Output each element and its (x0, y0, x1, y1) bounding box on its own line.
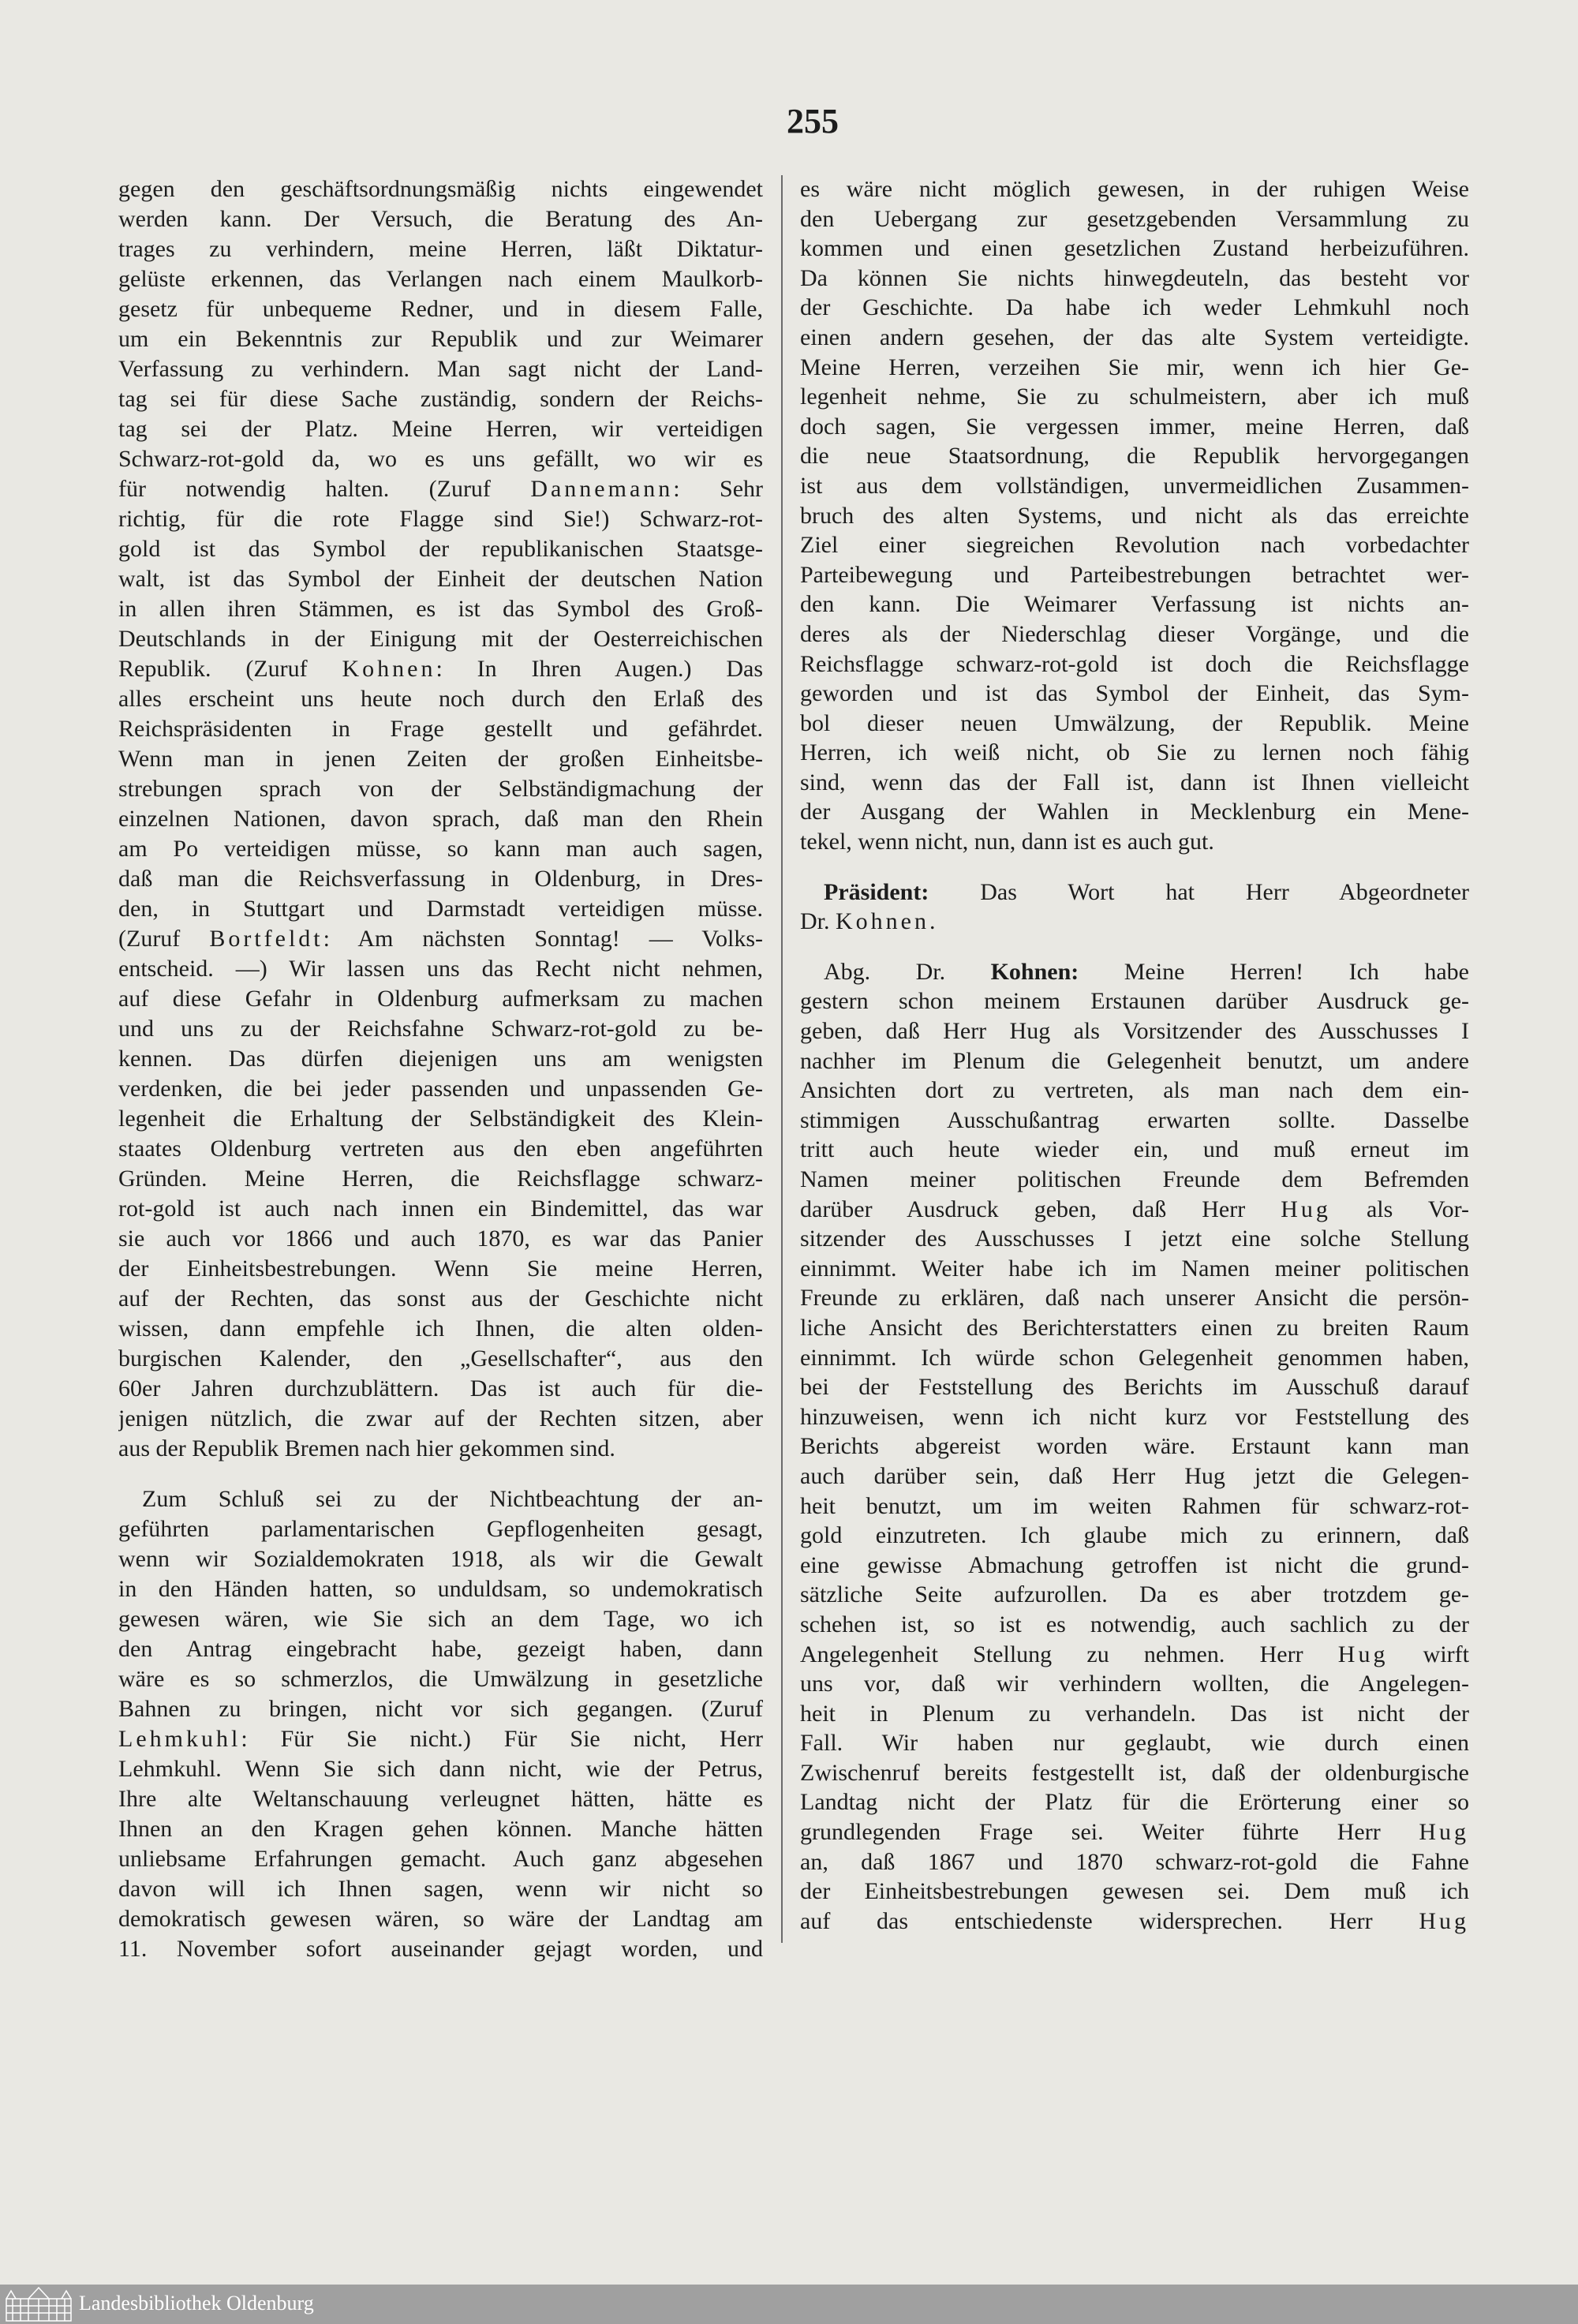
text-line: Schwarz-rot-gold da, wo es uns gefällt, wo wir es (118, 446, 763, 472)
text-line (800, 1640, 1469, 1670)
text-line: Ziel einer siegreichen Revolution nach vorbedachter (800, 532, 1469, 559)
paragraph (800, 174, 1469, 857)
text-line: in allen ihren Stämmen, es ist das Symbol des Groß- (118, 596, 763, 622)
text-line (118, 474, 763, 504)
text-line: deres als der Niederschlag dieser Vorgänge, und die (800, 620, 1469, 647)
text-line: eine gewisse Abmachung getroffen ist nicht die grund- (800, 1551, 1469, 1578)
paragraph (118, 174, 763, 1464)
text-line: geben, daß Herr Hug als Vorsitzender des Ausschusses I (800, 1018, 1469, 1045)
text-line: gewesen wären, wie Sie sich an dem Tage, wo ich (118, 1606, 763, 1632)
paragraph (118, 1484, 763, 1964)
text-line: Herren, ich weiß nicht, ob Sie zu lernen noch fähig (800, 739, 1469, 766)
spaced-name: Bortfeldt (209, 926, 323, 952)
text-segment: : Für Sie nicht.) Für Sie nicht, Herr (241, 1726, 763, 1752)
text-segment: : Sehr (673, 476, 763, 502)
text-line: Fall. Wir haben nur geglaubt, wie durch einen (800, 1730, 1469, 1757)
right-column (800, 174, 1469, 1936)
text-line: legenheit die Erhaltung der Selbständigkeit des Klein- (118, 1106, 763, 1132)
spaced-name: Hug (1419, 1907, 1469, 1934)
text-segment: darüber Ausdruck geben, daß Herr (800, 1196, 1281, 1222)
text-line: 11. November sofort auseinander gejagt worden, und (118, 1936, 763, 1962)
text-line (800, 957, 1469, 987)
text-line: Reichsflagge schwarz-rot-gold ist doch die Reichsflagge (800, 650, 1469, 677)
text-segment: wirft (1388, 1641, 1469, 1667)
text-segment: grundlegenden Frage sei. Weiter führte Herr (800, 1819, 1419, 1846)
text-line: aus der Republik Bremen nach hier gekommen sind. (118, 1435, 615, 1461)
text-line: Meine Herren, verzeihen Sie mir, wenn ich hier Ge- (800, 354, 1469, 380)
text-line: sie auch vor 1866 und auch 1870, es war das Panier (118, 1226, 763, 1252)
text-line: bei der Feststellung des Berichts im Ausschuß darauf (800, 1374, 1469, 1401)
text-line: Lehmkuhl. Wenn Sie sich dann nicht, wie der Petrus, (118, 1756, 763, 1782)
text-line: wenn wir Sozialdemokraten 1918, als wir die Gewalt (118, 1546, 763, 1572)
speaker-label: Kohnen: (990, 958, 1079, 985)
text-line: tag sei der Platz. Meine Herren, wir verteidigen (118, 416, 763, 442)
text-line: der Ausgang der Wahlen in Mecklenburg ein Mene- (800, 799, 1469, 825)
text-line: Gründen. Meine Herren, die Reichsflagge schwarz- (118, 1166, 763, 1192)
text-line: geführten parlamentarischen Gepflogenheiten gesagt, (118, 1516, 763, 1542)
text-line: kommen und einen gesetzlichen Zustand herbeizuführen. (800, 235, 1469, 262)
text-segment: Republik. (Zuruf (118, 656, 342, 682)
text-line (800, 907, 1469, 937)
text-line: Wenn man in jenen Zeiten der großen Einheitsbe- (118, 746, 763, 772)
text-line: Ansichten dort zu vertreten, als man nach dem ein- (800, 1077, 1469, 1104)
text-line: den Antrag eingebracht habe, gezeigt haben, dann (118, 1636, 763, 1662)
text-line: Berichts abgereist worden wäre. Erstaunt kann man (800, 1433, 1469, 1460)
text-line: Bahnen zu bringen, nicht vor sich gegangen. (Zuruf (118, 1696, 763, 1722)
text-segment: . (929, 908, 936, 935)
text-line: tag sei für diese Sache zuständig, sondern der Reichs- (118, 386, 763, 412)
text-line: Ihnen an den Kragen gehen können. Manche hätten (118, 1816, 763, 1842)
text-line: heit in Plenum zu verhandeln. Das ist nicht der (800, 1700, 1469, 1727)
text-line: trages zu verhindern, meine Herren, läßt Diktatur- (118, 236, 763, 262)
text-line: heit benutzt, um im weiten Rahmen für schwarz-rot- (800, 1492, 1469, 1519)
spaced-name: Kohnen (836, 908, 929, 935)
speaker-label: Präsident: (824, 878, 929, 905)
text-line: gelüste erkennen, das Verlangen nach einem Maulkorb- (118, 266, 763, 292)
text-segment: Meine Herren! Ich habe (1079, 958, 1469, 985)
library-footer (0, 2285, 1578, 2324)
text-line: entscheid. —) Wir lassen uns das Recht nicht nehmen, (118, 956, 763, 982)
text-line: und uns zu der Reichsfahne Schwarz-rot-gold zu be- (118, 1016, 763, 1042)
text-line: liche Ansicht des Berichterstatters einen zu breiten Raum (800, 1314, 1469, 1341)
text-line: alles erscheint uns heute noch durch den Erlaß des (118, 686, 763, 712)
text-line (800, 1907, 1469, 1937)
text-line: Landtag nicht der Platz für die Erörterung einer so (800, 1789, 1469, 1816)
text-line: hinzuweisen, wenn ich nicht kurz vor Feststellung des (800, 1403, 1469, 1430)
text-segment: Das Wort hat Herr Abgeordneter (929, 878, 1469, 905)
text-line: richtig, für die rote Flagge sind Sie!) Schwarz-rot- (118, 506, 763, 532)
text-line: wissen, dann empfehle ich Ihnen, die alten olden- (118, 1315, 763, 1342)
text-line: doch sagen, Sie vergessen immer, meine Herren, daß (800, 413, 1469, 440)
text-line: den, in Stuttgart und Darmstadt verteidigen müsse. (118, 896, 763, 922)
text-line: gegen den geschäftsordnungsmäßig nichts eingewendet (118, 176, 763, 202)
text-segment: auf das entschiedenste widersprechen. Herr (800, 1907, 1419, 1934)
text-line: Da können Sie nichts hinwegdeuteln, das besteht vor (800, 264, 1469, 291)
paragraph (800, 957, 1469, 1937)
spaced-name: Hug (1337, 1641, 1389, 1667)
text-line: bruch des alten Systems, und nicht als das erreichte (800, 502, 1469, 529)
text-line: Namen meiner politischen Freunde dem Befremden (800, 1166, 1469, 1192)
text-line: Freunde zu erklären, daß nach unserer Ansicht die persön- (800, 1285, 1469, 1312)
text-line: auch darüber sein, daß Herr Hug jetzt die Gelegen- (800, 1462, 1469, 1489)
text-line (800, 1195, 1469, 1225)
text-line: schehen ist, so ist es notwendig, auch sachlich zu der (800, 1611, 1469, 1637)
text-line: den Uebergang zur gesetzgebenden Versammlung zu (800, 205, 1469, 232)
column-divider (781, 175, 783, 1943)
text-line: Parteibewegung und Parteibestrebungen betrachtet wer- (800, 561, 1469, 588)
text-line: am Po verteidigen müsse, so kann man auch sagen, (118, 836, 763, 862)
text-line: tritt auch heute wieder ein, und muß erneut im (800, 1136, 1469, 1163)
text-line: walt, ist das Symbol der Einheit der deutschen Nation (118, 566, 763, 592)
spaced-name: Dannemann (530, 476, 674, 502)
text-line: legenheit nehme, Sie zu schulmeistern, aber ich muß (800, 384, 1469, 410)
text-line: Zwischenruf bereits festgestellt ist, daß der oldenburgische (800, 1759, 1469, 1786)
library-name: Landesbibliothek Oldenburg (79, 2292, 314, 2315)
text-line: Verfassung zu verhindern. Man sagt nicht der Land- (118, 356, 763, 382)
text-line: 60er Jahren durchzublättern. Das ist auch für die- (118, 1375, 763, 1402)
text-segment: Angelegenheit Stellung zu nehmen. Herr (800, 1641, 1338, 1667)
text-line: davon will ich Ihnen sagen, wenn wir nicht so (118, 1876, 763, 1902)
text-line: einnimmt. Weiter habe ich im Namen meiner politischen (800, 1255, 1469, 1282)
text-line: sätzliche Seite aufzurollen. Da es aber trotzdem ge- (800, 1581, 1469, 1608)
text-line: der Einheitsbestrebungen. Wenn Sie meine Herren, (118, 1256, 763, 1282)
text-segment: : Am nächsten Sonntag! — Volks- (323, 926, 763, 952)
text-line: es wäre nicht möglich gewesen, in der ruhigen Weise (800, 176, 1469, 202)
text-line (118, 924, 763, 954)
text-line: kennen. Das dürfen diejenigen uns am wenigsten (118, 1046, 763, 1072)
paragraph (800, 878, 1469, 937)
text-line: gesetz für unbequeme Redner, und in diesem Falle, (118, 296, 763, 322)
text-line: einnimmt. Ich würde schon Gelegenheit genommen haben, (800, 1344, 1469, 1371)
text-line: uns vor, daß wir verhindern wollten, die Angelegen- (800, 1671, 1469, 1697)
text-line: tekel, wenn nicht, nun, dann ist es auch gut. (800, 829, 1214, 855)
text-line: wäre es so schmerzlos, die Umwälzung in gesetzliche (118, 1666, 763, 1692)
text-line: daß man die Reichsverfassung in Oldenburg, in Dres- (118, 866, 763, 892)
text-line: nachher im Plenum die Gelegenheit benutzt, um andere (800, 1047, 1469, 1074)
text-line: sind, wenn das der Fall ist, dann ist Ihnen vielleicht (800, 769, 1469, 795)
text-segment: für notwendig halten. (Zuruf (118, 476, 531, 502)
text-line: sitzender des Ausschusses I jetzt eine solche Stellung (800, 1226, 1469, 1252)
text-line: auf der Rechten, das sonst aus der Geschichte nicht (118, 1285, 763, 1312)
text-line: gestern schon meinem Erstaunen darüber Ausdruck ge- (800, 988, 1469, 1015)
text-line: einzelnen Nationen, davon sprach, daß man den Rhein (118, 806, 763, 832)
text-line: an, daß 1867 und 1870 schwarz-rot-gold die Fahne (800, 1848, 1469, 1875)
text-line: jenigen nützlich, die zwar auf der Rechten sitzen, aber (118, 1405, 763, 1431)
text-line: den kann. Die Weimarer Verfassung ist nichts an- (800, 591, 1469, 618)
text-segment: : In Ihren Augen.) Das (436, 656, 763, 682)
text-line: in den Händen hatten, so unduldsam, so undemokratisch (118, 1576, 763, 1602)
spaced-name: Lehmkuhl (118, 1726, 241, 1752)
text-line (800, 1817, 1469, 1847)
text-line: die neue Staatsordnung, die Republik hervorgegangen (800, 443, 1469, 470)
page-number: 255 (787, 102, 839, 140)
text-line (800, 878, 1469, 908)
text-line: demokratisch gewesen wären, so wäre der Landtag am (118, 1906, 763, 1932)
text-line: burgischen Kalender, den „Gesellschafter“, aus den (118, 1345, 763, 1372)
spaced-name: Hug (1281, 1196, 1331, 1222)
text-line: der Einheitsbestrebungen gewesen sei. Dem muß ich (800, 1878, 1469, 1905)
text-line: Ihre alte Weltanschauung verleugnet hätten, hätte es (118, 1786, 763, 1812)
text-line: geworden und ist das Symbol der Einheit, das Sym- (800, 680, 1469, 707)
text-line: um ein Bekenntnis zur Republik und zur Weimarer (118, 326, 763, 352)
text-segment: (Zuruf (118, 926, 210, 952)
text-line: Deutschlands in der Einigung mit der Oesterreichischen (118, 626, 763, 652)
left-column (118, 174, 763, 1964)
text-line: der Geschichte. Da habe ich weder Lehmkuhl noch (800, 294, 1469, 321)
text-line: ist aus dem vollständigen, unvermeidlichen Zusammen- (800, 472, 1469, 499)
text-line: auf diese Gefahr in Oldenburg aufmerksam zu machen (118, 986, 763, 1012)
spaced-name: Hug (1419, 1819, 1469, 1846)
text-line: stimmigen Ausschußantrag erwarten sollte. Dasselbe (800, 1106, 1469, 1133)
text-segment: Dr. (800, 908, 836, 935)
text-line: einen andern gesehen, der das alte System verteidigte. (800, 324, 1469, 350)
text-line (118, 1724, 763, 1754)
text-line: unliebsame Erfahrungen gemacht. Auch ganz abgesehen (118, 1846, 763, 1872)
text-line: gold einzutreten. Ich glaube mich zu erinnern, daß (800, 1522, 1469, 1549)
text-line: Zum Schluß sei zu der Nichtbeachtung der an- (142, 1486, 763, 1512)
spaced-name: Kohnen (342, 656, 436, 682)
text-line: Reichspräsidenten in Frage gestellt und gefährdet. (118, 716, 763, 742)
text-line: verdenken, die bei jeder passenden und unpassenden Ge- (118, 1076, 763, 1102)
text-line: bol dieser neuen Umwälzung, der Republik. Meine (800, 709, 1469, 736)
text-line: strebungen sprach von der Selbständigmachung der (118, 776, 763, 802)
text-segment: Abg. Dr. (824, 958, 991, 985)
text-line: staates Oldenburg vertreten aus den eben angeführten (118, 1136, 763, 1162)
text-line (118, 654, 763, 684)
text-line: gold ist das Symbol der republikanischen Staatsge- (118, 536, 763, 562)
text-segment: als Vor- (1330, 1196, 1469, 1222)
text-line: werden kann. Der Versuch, die Beratung des An- (118, 206, 763, 232)
text-line: rot-gold ist auch nach innen ein Bindemittel, das war (118, 1196, 763, 1222)
library-building-logo (5, 2286, 73, 2322)
